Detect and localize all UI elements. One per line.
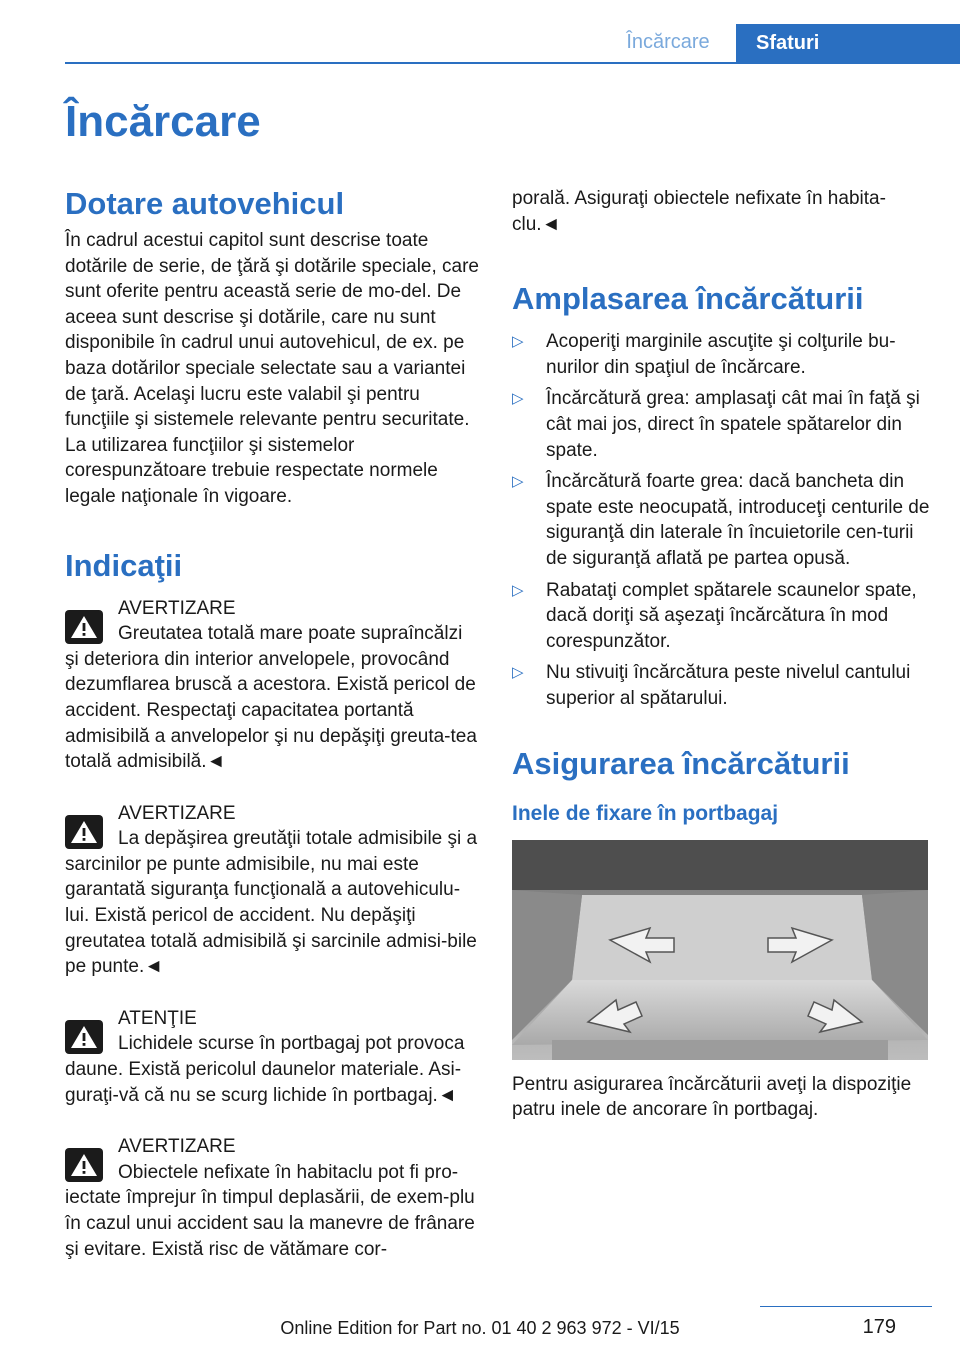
warning-triangle-icon	[65, 610, 103, 644]
warning-block	[65, 596, 481, 775]
dotare-text: În cadrul acestui capitol sunt descrise toate dotările de serie, de ţără şi dotările speciale, care sunt oferite pentru această serie de mo‐del. De aceea sunt descrise şi dotările, care nu sunt disponibile în cadrul unui autovehicul, de ex. pe baza dotărilor speciale selectate sau a variantei de ţară. Acelaşi lucru este valabil şi pentru funcţiile şi sistemele relevante pentru securitate. La utilizarea funcţiilor şi sistemelor corespunzătoare trebuie respectate normele legale naţionale în vigoare.	[65, 230, 480, 507]
warning-block	[65, 801, 481, 980]
page-title: Încărcare	[65, 97, 261, 146]
warning-triangle-icon	[65, 815, 103, 849]
header-tab[interactable]: Sfaturi	[736, 24, 960, 62]
image-caption: Pentru asigurarea încărcăturii aveţi la dispoziţie patru inele de ancorare în portbagaj.	[512, 1073, 912, 1121]
list-item: ▷ Nu stivuiţi încărcătura peste nivelul cantului superior al spătarului.	[512, 660, 932, 711]
heading-dotare: Dotare autovehicul	[65, 186, 345, 221]
warning-text: Greutatea totală mare poate supraîncălzi şi deteriora din interior anvelopele, provocând dezumflarea bruscă a acestora. Există pericol de accident. Respectaţi capacitatea portantă admisibilă a anvelopelor şi nu depăşiţi greuta‐tea totală admisibilă.◄	[65, 623, 477, 773]
warning-block	[65, 1134, 481, 1262]
footer-rule	[760, 1306, 932, 1307]
warning-triangle-icon	[65, 1148, 103, 1182]
warning-triangle-icon	[65, 1020, 103, 1054]
heading-asigurarea: Asigurarea încărcăturii	[512, 745, 850, 781]
caution-text: Lichidele scurse în portbagaj pot provoca daune. Există pericolul daunelor materiale. Asi‐guraţi-vă că nu se scurg lichide în portbagaj.◄	[65, 1033, 465, 1106]
trunk-tie-down-image	[512, 840, 928, 1060]
header-section-label: Încărcare	[626, 31, 710, 53]
warning-label: AVERTIZARE	[118, 1136, 236, 1158]
subheading-inele: Inele de fixare în portbagaj	[512, 801, 779, 825]
list-item: ▷ Acoperiţi marginile ascuţite şi colţurile bu‐nurilor din spaţiul de încărcare.	[512, 329, 932, 380]
caution-block	[65, 1006, 481, 1108]
header-rule	[65, 62, 960, 64]
warning-label: AVERTIZARE	[118, 597, 236, 619]
warning-text: La depăşirea greutăţii totale admisibile şi a sarcinilor pe punte admisibile, nu mai este garantată siguranţa funcţională a autovehiculu‐lui. Există pericol de accident. Nu depăşiţi greutatea totală admisibilă şi sarcinile admisi‐bile pe punte.◄	[65, 828, 478, 978]
continuation-text: porală. Asiguraţi obiectele nefixate în habita‐clu.◄	[512, 188, 886, 235]
list-item: ▷ Rabataţi complet spătarele scaunelor spate, dacă doriţi să aşezaţi încărcătura în mod corespunzător.	[512, 578, 932, 655]
footer-edition: Online Edition for Part no. 01 40 2 963 972 - VI/15	[280, 1318, 680, 1338]
heading-indicatii: Indicaţii	[65, 547, 183, 583]
warning-label: AVERTIZARE	[118, 802, 236, 824]
list-item: ▷ Încărcătură grea: amplasaţi cât mai în faţă şi cât mai jos, direct în spatele spătarelor din spate.	[512, 386, 932, 463]
left-column	[65, 186, 481, 1262]
warning-text: Obiectele nefixate în habitaclu pot fi pro‐iectate împrejur în timpul deplasării, de exem‐plu în cazul unui accident sau la manevre de frânare şi evitare. Există risc de vătămare cor‐	[65, 1161, 475, 1260]
right-column	[512, 186, 932, 1123]
heading-amplasarea: Amplasarea încărcăturii	[512, 281, 864, 317]
caution-label: ATENŢIE	[118, 1007, 197, 1029]
load-placement-list	[512, 329, 932, 711]
page-number: 179	[862, 1316, 896, 1338]
list-item: ▷ Încărcătură foarte grea: dacă bancheta din spate este neocupată, introduceţi centurile de siguranţă din laterale în încuietorile cen‐turii de siguranţă aflată pe partea opusă.	[512, 469, 932, 571]
